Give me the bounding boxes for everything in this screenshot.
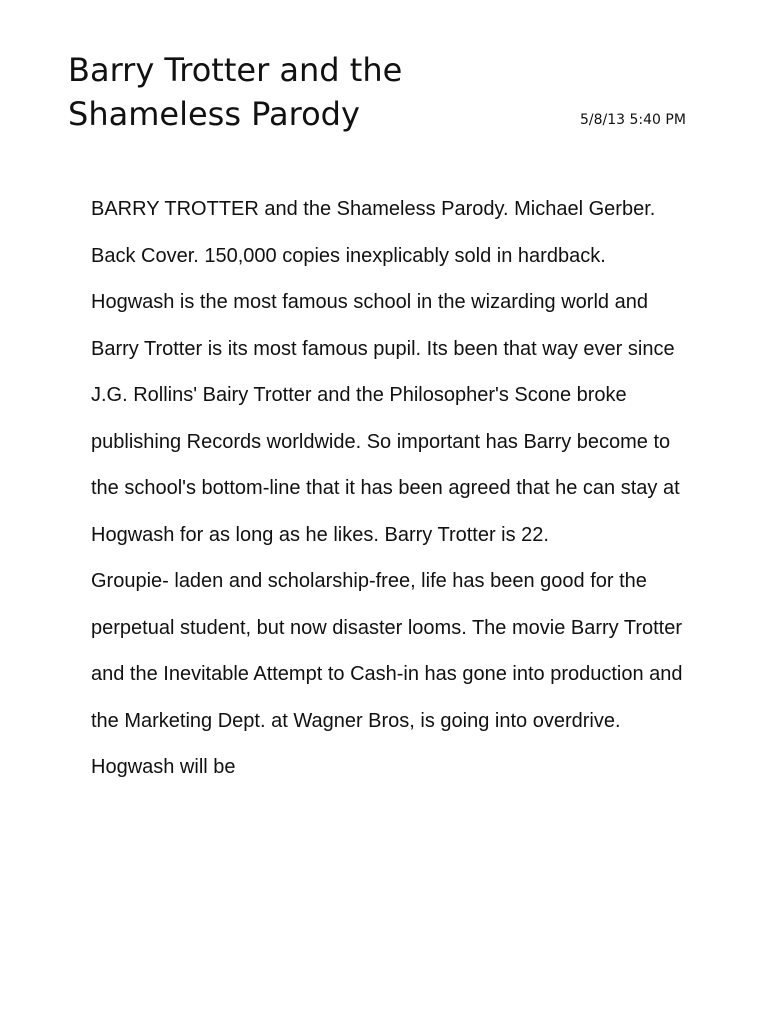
- document-body: [91, 186, 691, 791]
- body-paragraph: Groupie- laden and scholarship-free, life has been good for the perpetual student, but now disaster looms. The movie Barry Trotter and the Inevitable Attempt to Cash-in has gone into production and the Marketing Dept. at Wagner Bros, is going into overdrive. Hogwash will be: [91, 570, 683, 778]
- document-title: Barry Trotter and the Shameless Parody: [68, 51, 403, 133]
- document-header: [68, 48, 708, 148]
- body-paragraph: BARRY TROTTER and the Shameless Parody. Michael Gerber. Back Cover. 150,000 copies inexplicably sold in hardback.: [91, 198, 656, 267]
- document-timestamp: 5/8/13 5:40 PM: [580, 112, 686, 128]
- body-paragraph: Hogwash is the most famous school in the wizarding world and Barry Trotter is its most famous pupil. Its been that way ever since J.G. Rollins' Bairy Trotter and the Philosopher's Scone broke publishing Records worldwide. So important has Barry become to the school's bottom-line that it has been agreed that he can stay at Hogwash for as long as he likes. Barry Trotter is 22.: [91, 291, 680, 546]
